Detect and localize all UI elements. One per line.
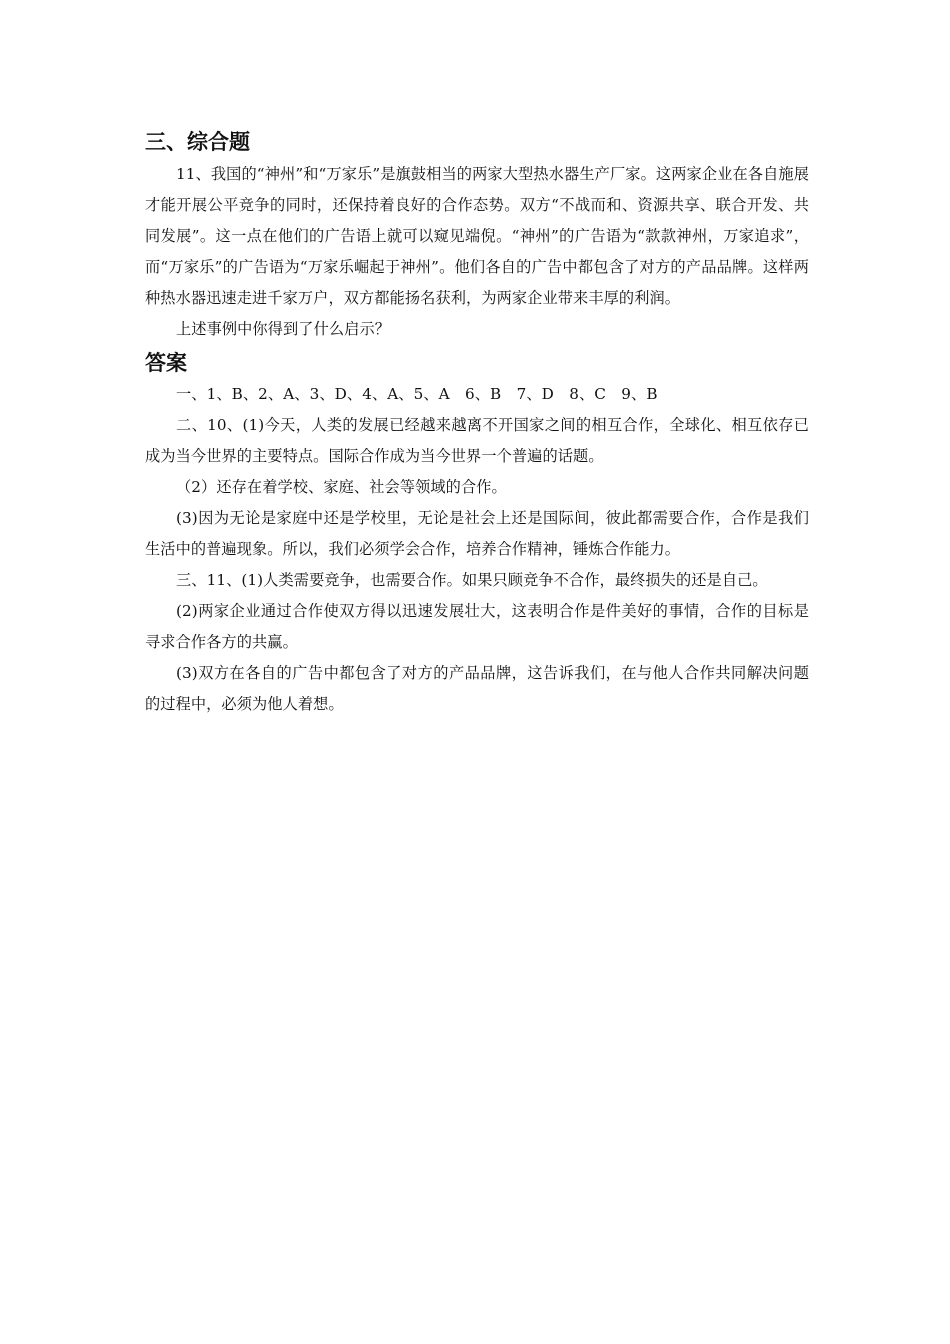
answer-item: 三、11、(1)人类需要竞争，也需要合作。如果只顾竞争不合作，最终损失的还是自己。 [176,571,768,589]
answer-item: (3)双方在各自的广告中都包含了对方的产品品牌，这告诉我们，在与他人合作共同解决问题的过程中，必须为他人着想。 [145,664,809,713]
answer-item: 二、10、(1)今天，人类的发展已经越来越离不开国家之间的相互合作，全球化、相互依存已成为当今世界的主要特点。国际合作成为当今世界一个普遍的话题。 [145,416,809,465]
answers-list [145,379,809,720]
answer-item: （2）还存在着学校、家庭、社会等领域的合作。 [176,478,507,496]
answer-item: (3)因为无论是家庭中还是学校里，无论是社会上还是国际间，彼此都需要合作，合作是我们生活中的普遍现象。所以，我们必须学会合作，培养合作精神，锤炼合作能力。 [145,509,809,558]
document-page [145,122,809,720]
section-comprehensive [145,126,809,345]
answers-section [145,347,809,720]
question-11-prompt: 上述事例中你得到了什么启示？ [176,320,391,338]
answer-item: 一、1、B、2、A、3、D、4、A、5、A 6、B 7、D 8、C 9、B [176,385,658,403]
section-heading: 三、综合题 [145,130,250,154]
answers-heading: 答案 [145,351,187,375]
question-11-text: 11、我国的“神州”和“万家乐”是旗鼓相当的两家大型热水器生产厂家。这两家企业在各自施展才能开展公平竞争的同时，还保持着良好的合作态势。双方“不战而和、资源共享、联合开发、共同发展”。这一点在他们的广告语上就可以窥见端倪。“神州”的广告语为“款款神州，万家追求”，而“万家乐”的广告语为“万家乐崛起于神州”。他们各自的广告中都包含了对方的产品品牌。这样两种热水器迅速走进千家万户，双方都能扬名获利，为两家企业带来丰厚的利润。 [145,165,809,307]
answer-item: (2)两家企业通过合作使双方得以迅速发展壮大，这表明合作是件美好的事情，合作的目标是寻求合作各方的共赢。 [145,602,809,651]
